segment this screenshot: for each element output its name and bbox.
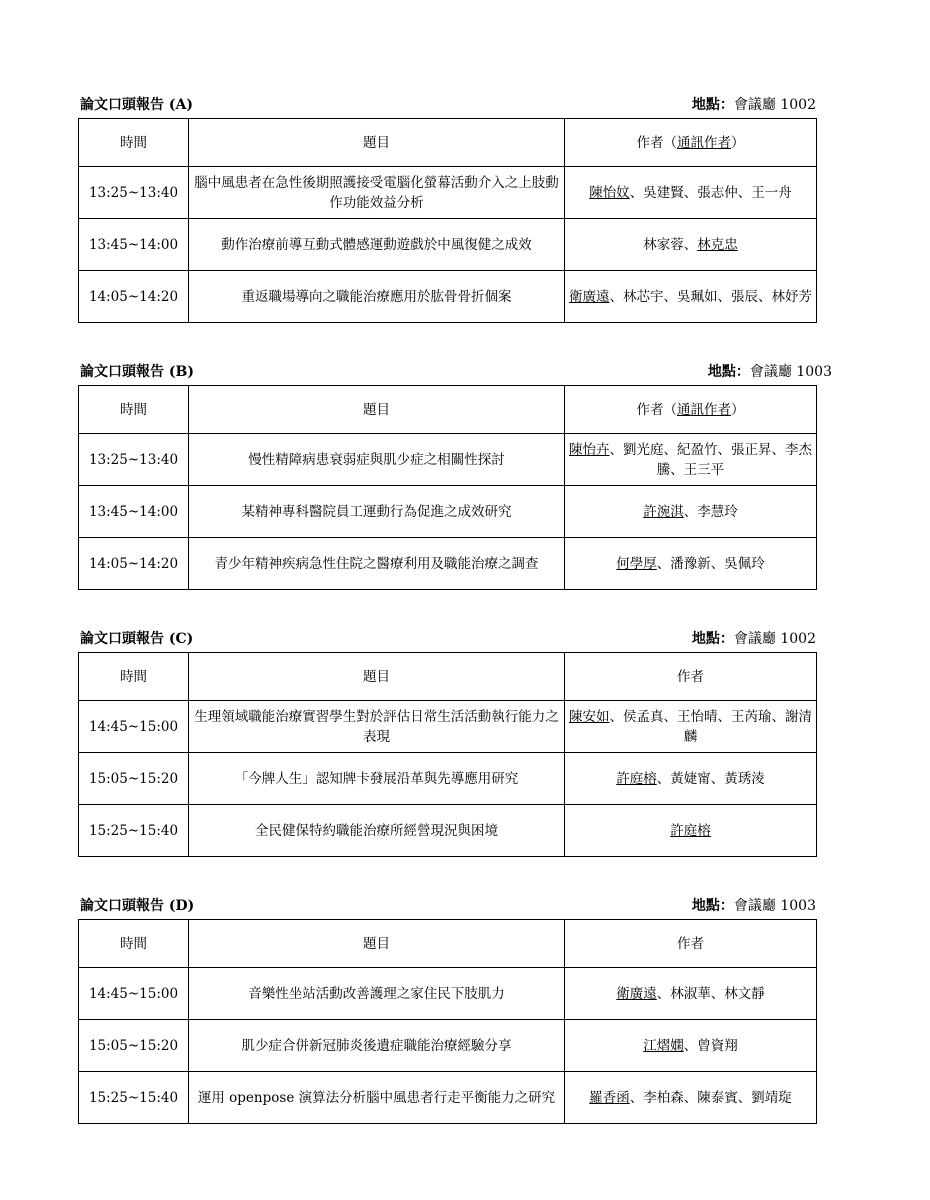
table-header-row (79, 920, 817, 968)
corresponding-author: 陳安如 (569, 708, 610, 725)
author-cell: 林家蓉、林克忠 (565, 219, 817, 271)
session-title: 論文口頭報告 (A) (80, 97, 193, 113)
table-header-row (79, 386, 817, 434)
location-label: 地點： (707, 364, 750, 380)
time-cell: 14:45~15:00 (79, 701, 189, 753)
corresponding-author: 陳怡卉 (569, 441, 610, 458)
table-row (79, 1020, 817, 1072)
session-d (78, 895, 816, 1124)
author-cell: 陳怡妏、吳建賢、張志仲、王一舟 (565, 167, 817, 219)
author-cell: 許涴淇、李慧玲 (565, 486, 817, 538)
table-row (79, 805, 817, 857)
corresponding-author: 陳怡妏 (589, 184, 630, 201)
table-row (79, 219, 817, 271)
table-row (79, 538, 817, 590)
title-cell: 某精神專科醫院員工運動行為促進之成效研究 (189, 486, 565, 538)
header-title: 題目 (189, 920, 565, 968)
author-cell (565, 805, 817, 857)
session-title: 論文口頭報告 (D) (80, 898, 195, 914)
title-cell: 全民健保特約職能治療所經營現況與困境 (189, 805, 565, 857)
session-header (78, 895, 816, 915)
author-cell: 陳安如、侯孟真、王怡晴、王芮瑜、謝清麟 (565, 701, 817, 753)
session-b (78, 361, 832, 590)
time-cell: 14:05~14:20 (79, 271, 189, 323)
session-location (708, 361, 832, 381)
header-time: 時間 (79, 386, 189, 434)
table-row (79, 1072, 817, 1124)
author-cell: 江熠嫻、曾資翔 (565, 1020, 817, 1072)
time-cell: 15:05~15:20 (79, 753, 189, 805)
title-cell: 音樂性坐站活動改善護理之家住民下肢肌力 (189, 968, 565, 1020)
location-label: 地點： (691, 97, 734, 113)
author-cell: 衛廣遠、林芯宇、吳珮如、張辰、林妤芳 (565, 271, 817, 323)
table-row (79, 167, 817, 219)
header-time: 時間 (79, 920, 189, 968)
author-cell: 何學厚、潘豫新、吳佩玲 (565, 538, 817, 590)
corresponding-author: 許涴淇 (643, 503, 684, 520)
table-header-row (79, 119, 817, 167)
header-title: 題目 (189, 653, 565, 701)
title-cell: 腦中風患者在急性後期照護接受電腦化螢幕活動介入之上肢動作功能效益分析 (189, 167, 565, 219)
corresponding-author: 林克忠 (697, 236, 738, 253)
title-cell: 運用 openpose 演算法分析腦中風患者行走平衡能力之研究 (189, 1072, 565, 1124)
table-row (79, 434, 817, 486)
location-value: 會議廳 1002 (733, 97, 816, 113)
time-cell: 15:25~15:40 (79, 1072, 189, 1124)
schedule-table (78, 919, 817, 1124)
corresponding-author: 衛廣遠 (569, 288, 610, 305)
session-header (78, 361, 832, 381)
schedule-table (78, 652, 817, 857)
location-label: 地點： (691, 631, 734, 647)
table-row (79, 968, 817, 1020)
corresponding-author: 許庭榕 (670, 822, 711, 839)
time-cell: 13:25~13:40 (79, 167, 189, 219)
author-cell: 衛廣遠、林淑華、林文靜 (565, 968, 817, 1020)
author-cell: 羅香函、李柏森、陳泰賓、劉靖琁 (565, 1072, 817, 1124)
time-cell: 14:05~14:20 (79, 538, 189, 590)
table-header-row (79, 653, 817, 701)
corresponding-author: 何學厚 (616, 555, 657, 572)
schedule-table (78, 385, 817, 590)
table-row (79, 271, 817, 323)
corresponding-author: 江熠嫻 (643, 1037, 684, 1054)
author-cell: 陳怡卉、劉光庭、紀盈竹、張正昇、李杰騰、王三平 (565, 434, 817, 486)
session-title: 論文口頭報告 (C) (80, 631, 194, 647)
corresponding-author: 羅香函 (589, 1089, 630, 1106)
header-time: 時間 (79, 653, 189, 701)
session-c (78, 628, 816, 857)
header-title: 題目 (189, 386, 565, 434)
time-cell: 13:45~14:00 (79, 219, 189, 271)
location-value: 會議廳 1003 (749, 364, 832, 380)
table-row (79, 753, 817, 805)
time-cell: 15:25~15:40 (79, 805, 189, 857)
location-value: 會議廳 1003 (733, 898, 816, 914)
time-cell: 14:45~15:00 (79, 968, 189, 1020)
session-title: 論文口頭報告 (B) (80, 364, 194, 380)
session-location (692, 94, 816, 114)
session-header (78, 628, 816, 648)
header-author: 作者（通訊作者） (565, 119, 817, 167)
table-row (79, 486, 817, 538)
title-cell: 重返職場導向之職能治療應用於肱骨骨折個案 (189, 271, 565, 323)
title-cell: 肌少症合併新冠肺炎後遺症職能治療經驗分享 (189, 1020, 565, 1072)
header-author: 作者 (565, 920, 817, 968)
location-value: 會議廳 1002 (733, 631, 816, 647)
header-time: 時間 (79, 119, 189, 167)
location-label: 地點： (691, 898, 734, 914)
title-cell: 「今牌人生」認知牌卡發展沿革與先導應用研究 (189, 753, 565, 805)
session-a (78, 94, 816, 323)
header-title: 題目 (189, 119, 565, 167)
schedule-table (78, 118, 817, 323)
corresponding-author: 衛廣遠 (616, 985, 657, 1002)
time-cell: 13:45~14:00 (79, 486, 189, 538)
title-cell: 動作治療前導互動式體感運動遊戲於中風復健之成效 (189, 219, 565, 271)
time-cell: 15:05~15:20 (79, 1020, 189, 1072)
title-cell: 青少年精神疾病急性住院之醫療利用及職能治療之調查 (189, 538, 565, 590)
title-cell: 生理領域職能治療實習學生對於評估日常生活活動執行能力之表現 (189, 701, 565, 753)
author-cell: 許庭榕、黃婕甯、黃琇淩 (565, 753, 817, 805)
time-cell: 13:25~13:40 (79, 434, 189, 486)
table-row (79, 701, 817, 753)
session-location (692, 628, 816, 648)
session-location (692, 895, 816, 915)
corresponding-author: 許庭榕 (616, 770, 657, 787)
title-cell: 慢性精障病患衰弱症與肌少症之相關性探討 (189, 434, 565, 486)
session-header (78, 94, 816, 114)
header-author: 作者 (565, 653, 817, 701)
header-author: 作者（通訊作者） (565, 386, 817, 434)
